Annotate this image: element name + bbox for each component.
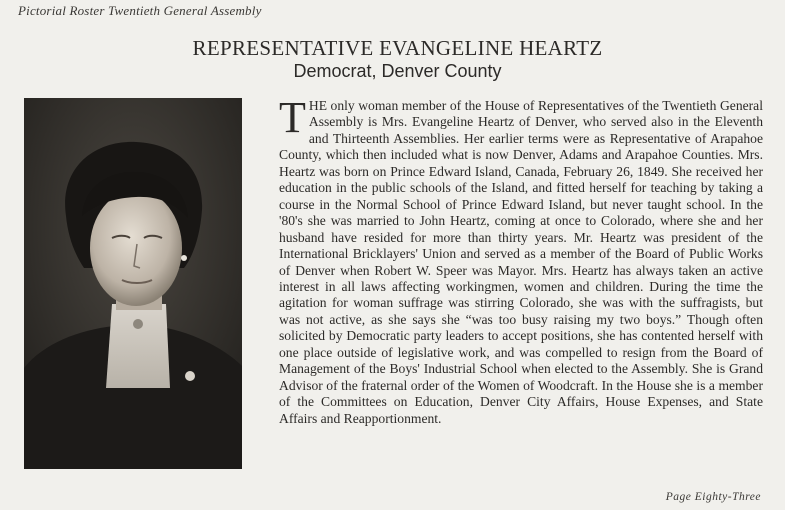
page-subtitle: Democrat, Denver County: [293, 61, 502, 81]
portrait-illustration: [24, 98, 242, 469]
drop-cap: T: [279, 93, 306, 142]
running-head: Pictorial Roster Twentieth General Assembly: [18, 3, 262, 18]
portrait-photo: [24, 98, 242, 469]
article-text: HE only woman member of the House of Representatives of the Twentieth General Assembly is Mrs. Evangeline Heartz of Denver, who served also in the Eleventh and Thirteenth Assemblies. Her earlier terms were as Representative of Arapahoe County, which then included what is now Denver, Adams and Arapahoe Counties. Mrs. Heartz was born on Prince Edward Island, Canada, February 26, 1849. She received her education in the public schools of the Island, and fitted herself for teaching by taking a course in the Normal School of Prince Edward Island, but never taught school. In the '80's she was married to John Heartz, coming at once to Colorado, where she and her husband have resided for more than thirty years. Mr. Heartz was president of the International Bricklayers' Union and served as a member of the Board of Public Works of Denver when Robert W. Speer was Mayor. Mrs. Heartz has always taken an active interest in all laws affecting workingmen, women and children. During the time the agitation for woman suffrage was stirring Colorado, she was with the suffragists, but was not active, as she says she “was too busy raising my two boys.” Though often solicited by Democratic party leaders to accept positions, she has contented herself with one place outside of legislative work, and was compelled to resign from the Board of Management of the Boys' Industrial School when elected to the Assembly. She is Grand Advisor of the fraternal order of the Women of Woodcraft. In the House she is a member of the Committees on Education, Denver City Affairs, House Expenses, and State Affairs and Reapportionment.: [279, 98, 763, 426]
page-number: Page Eighty-Three: [665, 491, 761, 503]
article-body: [279, 93, 763, 427]
page-title: REPRESENTATIVE EVANGELINE HEARTZ: [192, 36, 603, 60]
